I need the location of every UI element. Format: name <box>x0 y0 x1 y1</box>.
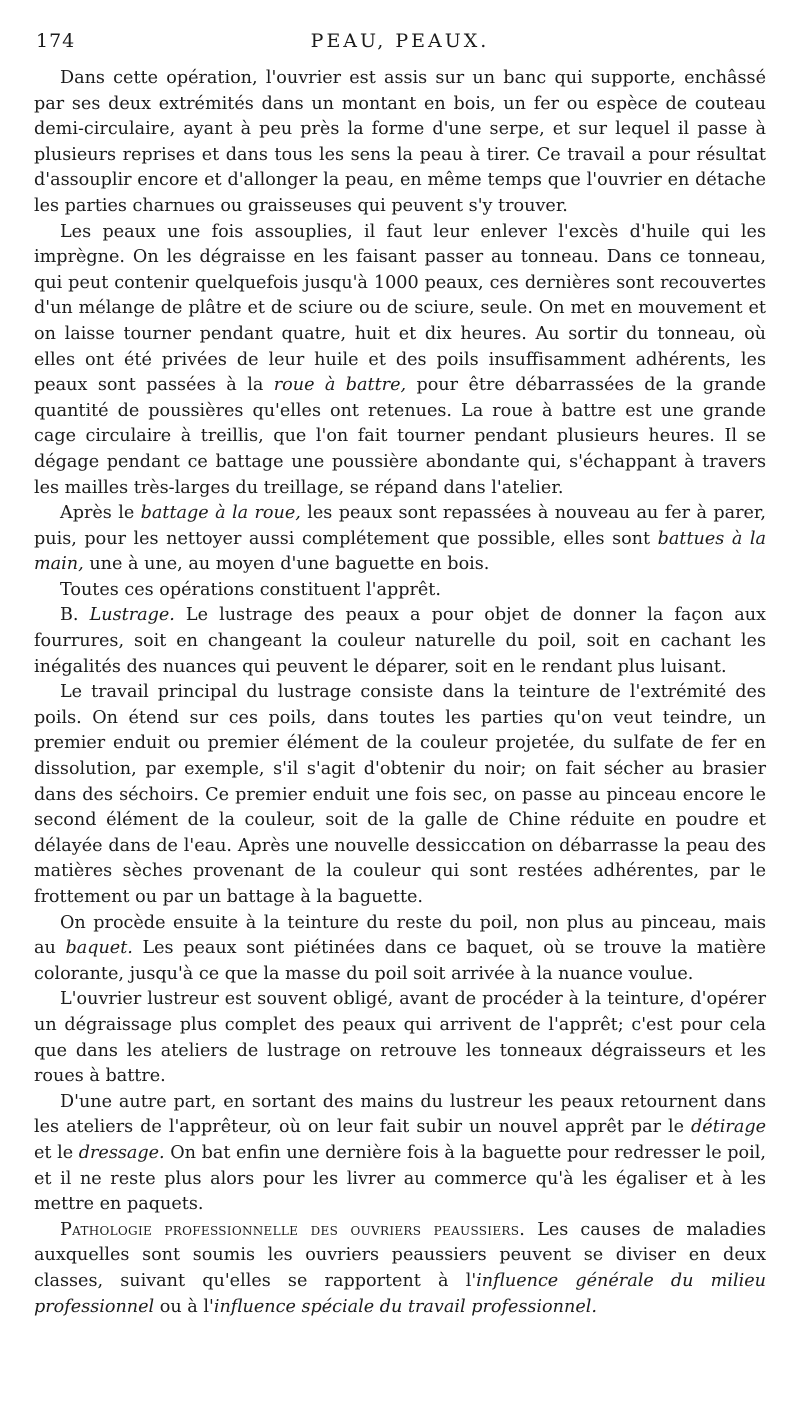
paragraph-text: et le <box>34 1142 79 1163</box>
page-header <box>36 30 764 60</box>
paragraph-text: ou à l' <box>154 1296 214 1317</box>
paragraph-text: Les peaux sont piétinées dans ce baquet, où se trouve la matière colorante, jusqu'à ce que la masse du poil soit arrivée à la nuance voulue. <box>34 938 766 984</box>
paragraph-text: Les peaux une fois assouplies, il faut leur enlever l'excès d'huile qui les imprègne. On les dégraisse en les faisant passer au tonneau. Dans ce tonneau, qui peut contenir quelquefois jusqu'à 1000 peaux, ces dernières sont recouvertes d'un mélange de plâtre et de sciure ou de sciure, seule. On met en mouvement et on laisse tourner pendant quatre, huit et dix heures. Au sortir du tonneau, où elles ont été privées de leur huile et des poils insuffisamment adhérents, les peaux sont passées à la <box>34 221 766 396</box>
paragraph-text: On bat enfin une dernière fois à la baguette pour redresser le poil, et il ne reste plus alors pour les livrer au commerce qu'à les égaliser et à les mettre en paquets. <box>34 1142 766 1215</box>
emphasis: baquet. <box>65 938 133 959</box>
paragraph-text: une à une, au moyen d'une baguette en bois. <box>83 554 490 575</box>
paragraph-text: Dans cette opération, l'ouvrier est assis sur un banc qui supporte, enchâssé par ses deux extrémités dans un montant en bois, un fer ou espèce de couteau demi-circulaire, ayant à peu près la forme d'une serpe, et sur lequel il passe à plusieurs reprises et dans tous les sens la peau à tirer. Ce travail a pour résultat d'assouplir encore et d'allonger la peau, en même temps que l'ouvrier en détache les parties charnues ou graisseuses qui peuvent s'y trouver. <box>34 68 766 216</box>
section-heading: Pathologie professionnelle des ouvriers peaussiers. <box>60 1219 526 1240</box>
body-text <box>34 66 766 1320</box>
emphasis: influence générale du milieu professionnel <box>34 1270 766 1317</box>
paragraph <box>34 220 766 502</box>
emphasis: battues à la main, <box>34 528 766 575</box>
section-paragraph <box>34 603 766 680</box>
paragraph-text: On procède ensuite à la teinture du reste du poil, non plus au pinceau, mais au <box>34 912 766 959</box>
paragraph <box>34 1090 766 1218</box>
section-heading: Lustrage. <box>89 605 175 626</box>
paragraph-text: L'ouvrier lustreur est souvent obligé, avant de procéder à la teinture, d'opérer un dégraissage plus complet des peaux qui arrivent de l'apprêt; c'est pour cela que dans les ateliers de lustrage on retrouve les tonneaux dégraisseurs et les roues à battre. <box>34 989 766 1087</box>
paragraph <box>34 911 766 988</box>
paragraph-text: les peaux sont repassées à nouveau au fer à parer, puis, pour les nettoyer aussi complétement que possible, elles sont <box>34 503 766 549</box>
paragraph-text: Le lustrage des peaux a pour objet de donner la façon aux fourrures, soit en changeant la couleur naturelle du poil, soit en cachant les inégalités des nuances qui peuvent le déparer, soit en le rendant plus luisant. <box>34 605 766 677</box>
emphasis: battage à la roue, <box>140 503 301 524</box>
paragraph <box>34 66 766 220</box>
paragraph-text: Les causes de maladies auxquelles sont soumis les ouvriers peaussiers peuvent se diviser en deux classes, suivant qu'elles se rapportent à l' <box>34 1219 766 1291</box>
emphasis: détirage <box>691 1117 766 1138</box>
paragraph-text: Toutes ces opérations constituent l'apprêt. <box>60 579 441 600</box>
paragraph-text: pour être débarrassées de la grande quantité de poussières qu'elles ont retenues. La roue à battre est une grande cage circulaire à treillis, que l'on fait tourner pendant plusieurs heures. Il se dégage pendant ce battage une poussière abondante qui, s'échappant à travers les mailles très-larges du treillage, se répand dans l'atelier. <box>34 375 767 498</box>
emphasis: roue à battre, <box>273 375 407 396</box>
paragraph-text: Le travail principal du lustrage consiste dans la teinture de l'extrémité des poils. On étend sur ces poils, dans toutes les parties qu'on veut teindre, un premier enduit ou premier élément de la couleur projetée, du sulfate de fer en dissolution, par exemple, s'il s'agit d'obtenir du noir; on fait sécher au brasier dans des séchoirs. Ce premier enduit une fois sec, on passe au pinceau encore le second élément de la couleur, soit de la galle de Chine réduite en poudre et délayée dans de l'eau. Après une nouvelle dessiccation on débarrasse la peau des matières sèches provenant de la couleur qui sont restées adhérentes, par le frottement ou par un battage à la baguette. <box>34 682 766 907</box>
emphasis: influence spéciale du travail professionnel. <box>213 1296 597 1317</box>
emphasis: dressage. <box>78 1142 165 1163</box>
paragraph-text: D'une autre part, en sortant des mains du lustreur les peaux retournent dans les ateliers de l'apprêteur, où on leur fait subir un nouvel apprêt par le <box>34 1091 766 1138</box>
section-marker: B. <box>60 605 90 626</box>
page-number: 174 <box>36 30 76 52</box>
paragraph-text: Après le <box>60 503 141 524</box>
running-title: PEAU, PEAUX. <box>310 30 490 52</box>
paragraph <box>34 680 766 910</box>
paragraph <box>34 501 766 578</box>
section-paragraph <box>34 1218 766 1320</box>
paragraph <box>34 578 766 604</box>
paragraph <box>34 987 766 1089</box>
